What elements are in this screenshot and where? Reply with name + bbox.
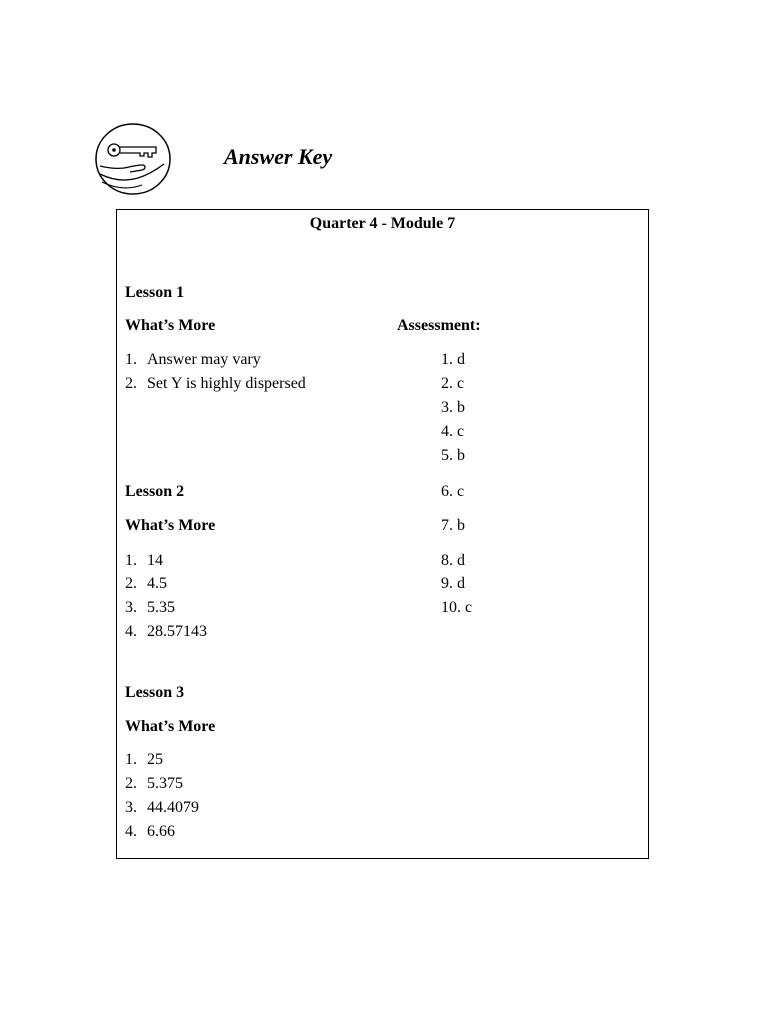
assessment-answer: 4. c [441,423,465,440]
list-item: 1. 14 [125,552,163,569]
list-item: 1. Answer may vary [125,351,261,368]
assessment-answer: 7. b [441,517,465,534]
lesson-2-subtitle: What’s More [125,517,216,534]
list-item: 2. 5.375 [125,775,183,792]
module-title: Quarter 4 - Module 7 [309,215,456,232]
list-item: 4. 28.57143 [125,623,207,640]
assessment-answer: 6. c [441,483,465,500]
lesson-3-subtitle: What’s More [125,718,216,735]
list-item: 4. 6.66 [125,823,175,840]
list-item: 2. Set Y is highly dispersed [125,375,306,392]
list-item: 3. 5.35 [125,599,175,616]
assessment-answer: 8. d [441,552,465,569]
assessment-answer: 9. d [441,575,465,592]
lesson-1-title: Lesson 1 [125,284,185,301]
lesson-1-subtitle: What’s More [125,317,216,334]
list-item: 3. 44.4079 [125,799,199,816]
assessment-title: Assessment: [397,317,481,334]
assessment-answer: 5. b [441,447,465,464]
list-item: 1. 25 [125,751,163,768]
key-in-hand-icon [94,122,172,196]
assessment-answer: 2. c [441,375,465,392]
assessment-answer: 1. d [441,351,465,368]
lesson-2-title: Lesson 2 [125,483,185,500]
assessment-answer: 3. b [441,399,465,416]
answer-key-box [116,209,649,859]
lesson-3-title: Lesson 3 [125,684,185,701]
assessment-answer: 10. c [441,599,473,616]
list-item: 2. 4.5 [125,575,167,592]
page-title: Answer Key [224,144,333,169]
